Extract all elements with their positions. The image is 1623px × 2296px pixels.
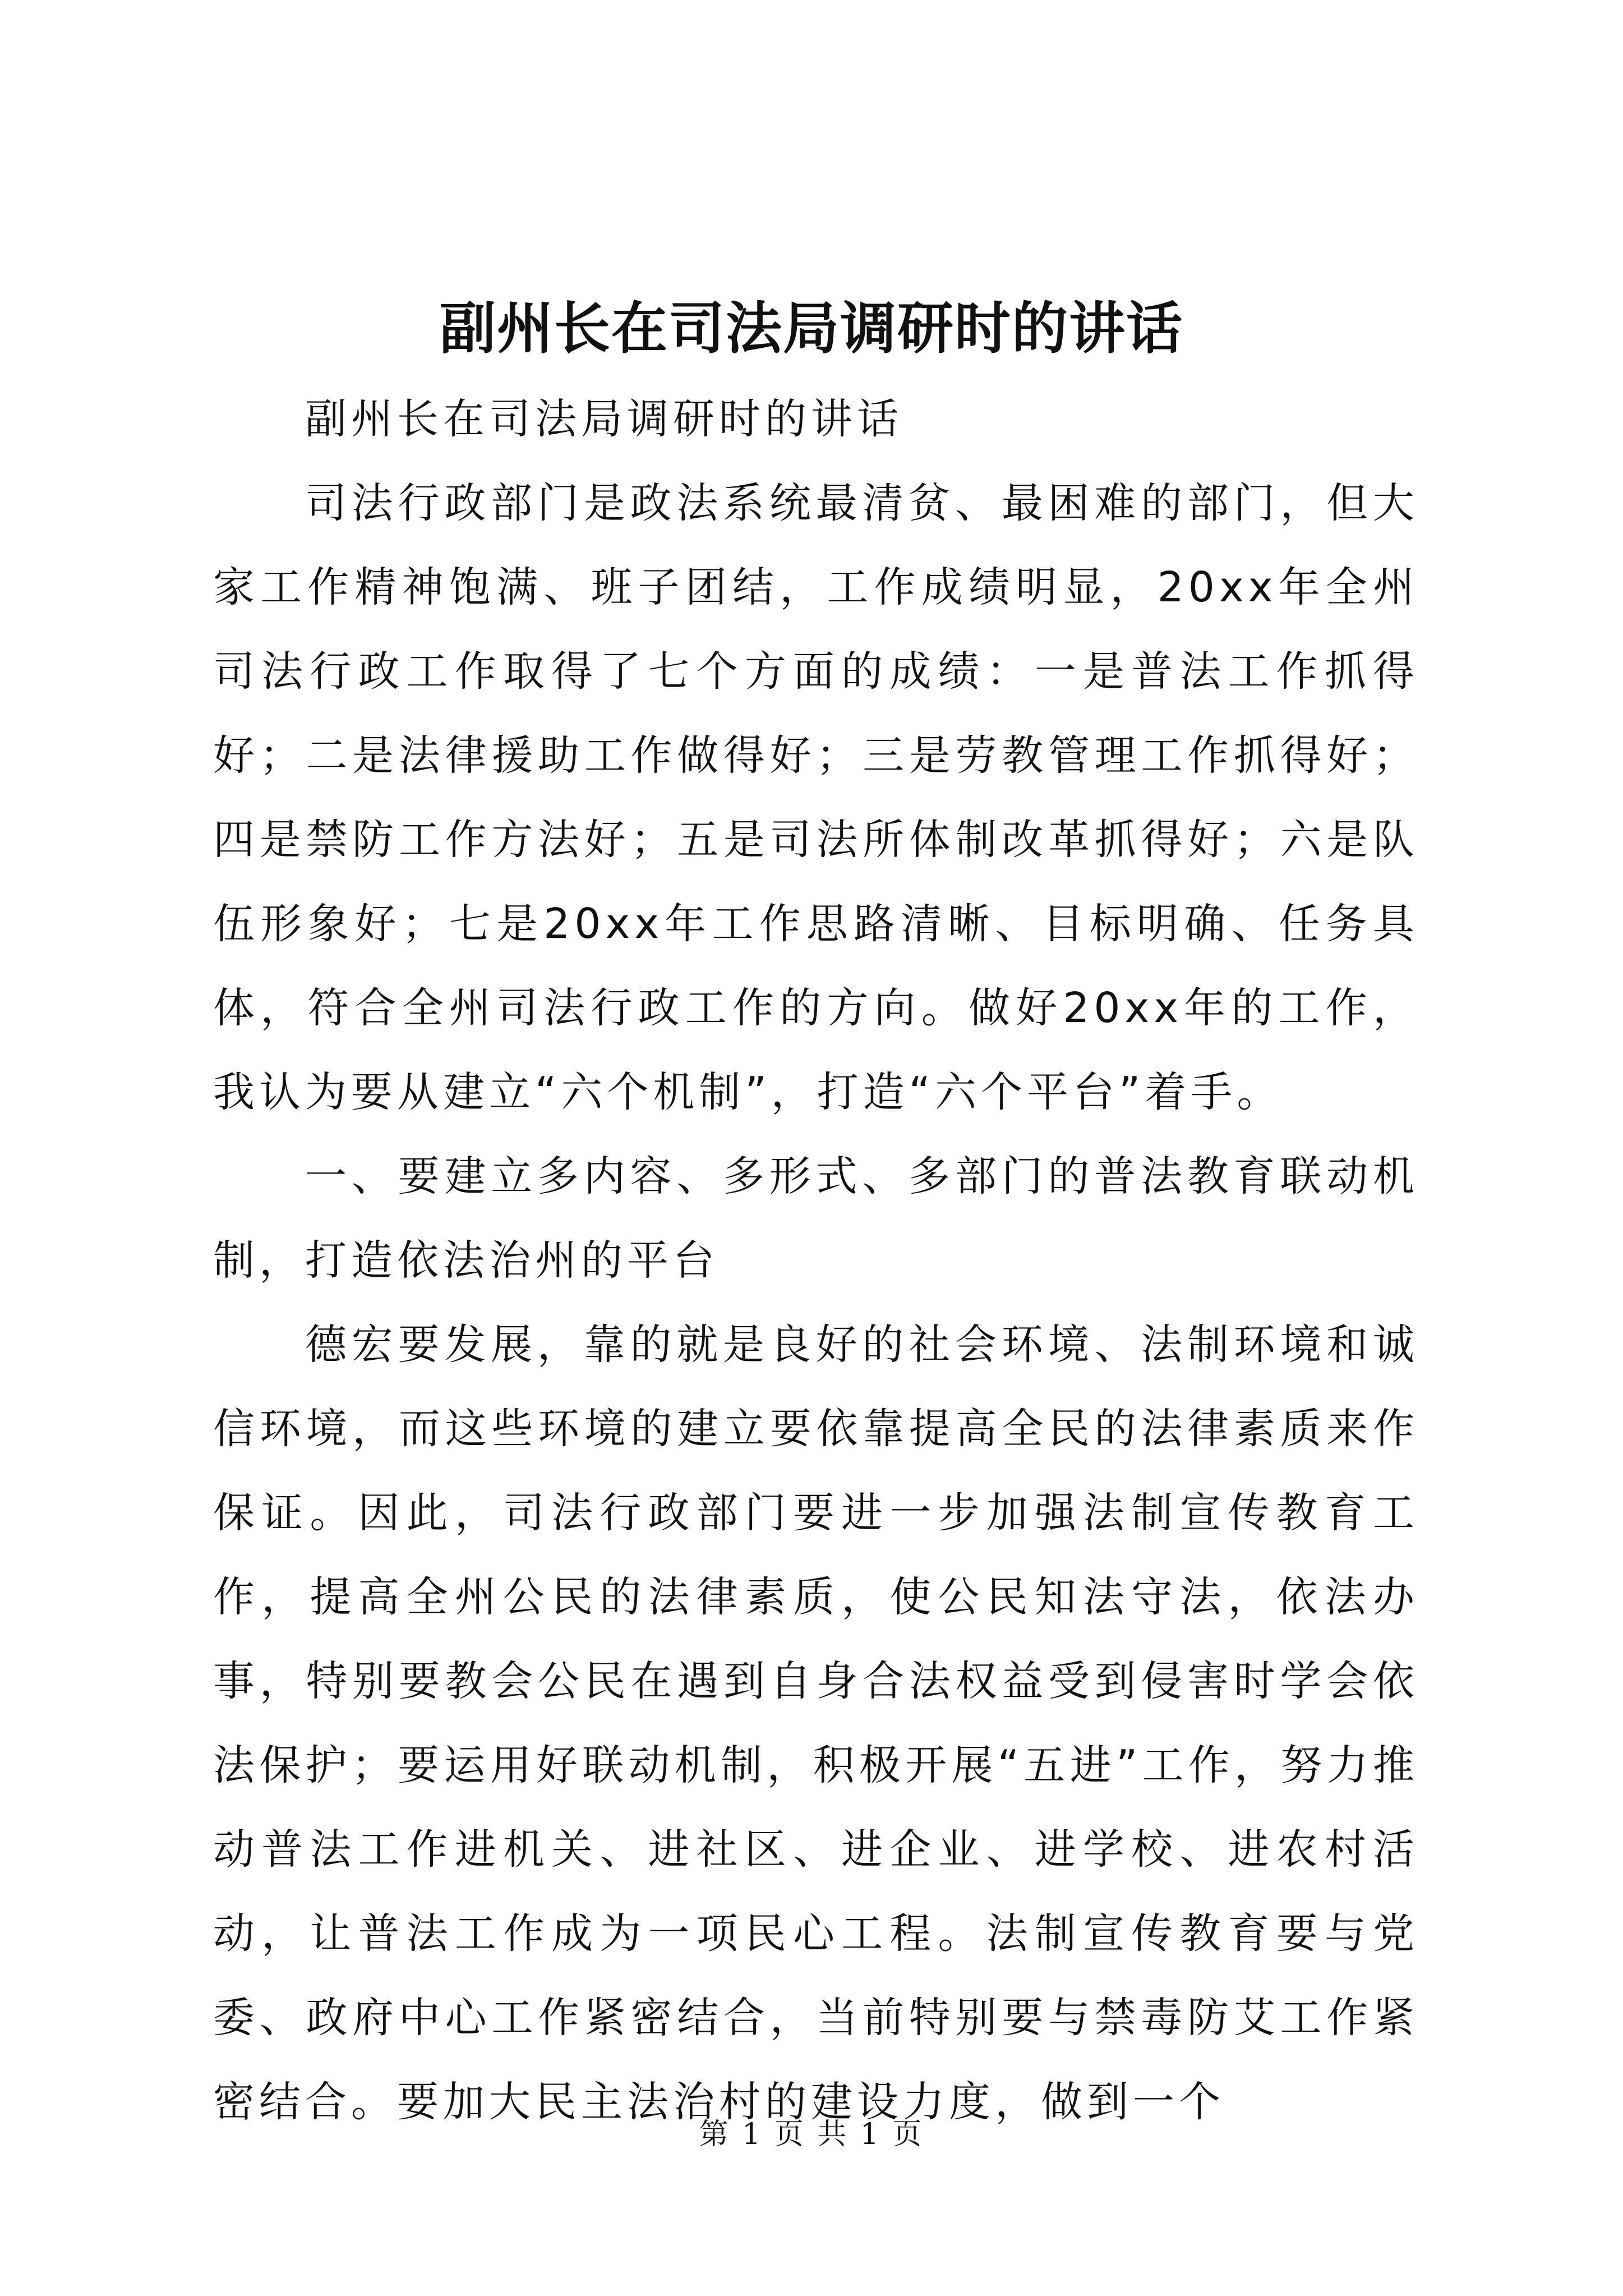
document-body (213, 377, 1419, 2144)
body-paragraph: 司法行政部门是政法系统最清贫、最困难的部门，但大家工作精神饱满、班子团结，工作成绩明显，20xx年全州司法行政工作取得了七个方面的成绩：一是普法工作抓得好；二是法律援助工作做得好；三是劳教管理工作抓得好；四是禁防工作方法好；五是司法所体制改革抓得好；六是队伍形象好；七是20xx年工作思路清晰、目标明确、任务具体，符合全州司法行政工作的方向。做好20xx年的工作，我认为要从建立“六个机制”，打造“六个平台”着手。 (213, 479, 1419, 1116)
section-heading: 一、要建立多内容、多形式、多部门的普法教育联动机制，打造依法治州的平台 (213, 1152, 1419, 1285)
body-paragraph: 德宏要发展，靠的就是良好的社会环境、法制环境和诚信环境，而这些环境的建立要依靠提高全民的法律素质来作保证。因此，司法行政部门要进一步加强法制宣传教育工作，提高全州公民的法律素质，使公民知法守法，依法办事，特别要教会公民在遇到自身合法权益受到侵害时学会依法保护；要运用好联动机制，积极开展“五进”工作，努力推动普法工作进机关、进社区、进企业、进学校、进农村活动，让普法工作成为一项民心工程。法制宣传教育要与党委、政府中心工作紧密结合，当前特别要与禁毒防艾工作紧密结合。要加大民主法治村的建设力度，做到一个 (213, 1320, 1419, 2126)
page-footer: 第 1 页 共 1 页 (699, 2118, 924, 2151)
body-paragraph: 副州长在司法局调研时的讲话 (305, 395, 903, 443)
document-title: 副州长在司法局调研时的讲话 (440, 295, 1183, 361)
